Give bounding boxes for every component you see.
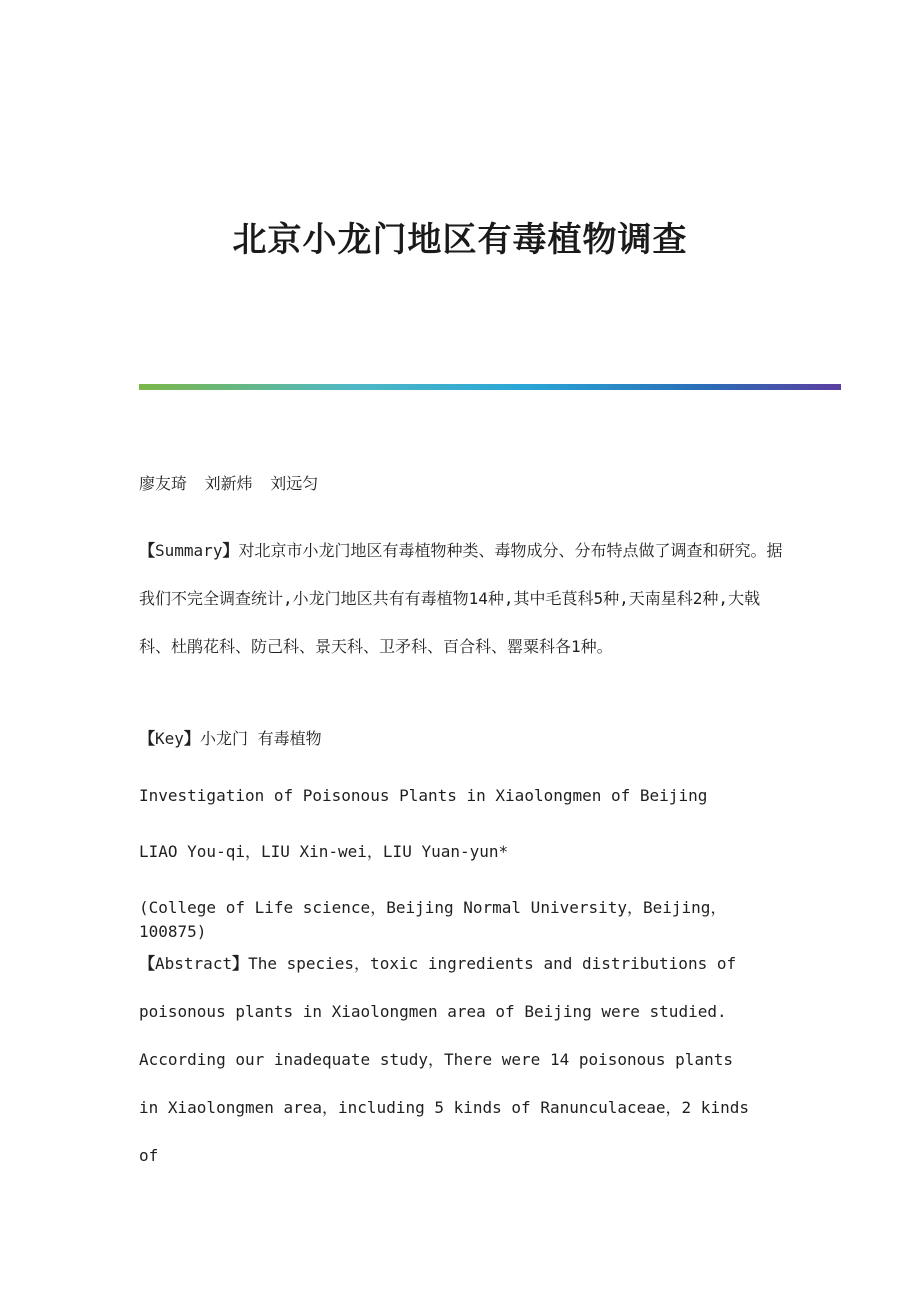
summary-paragraph: [139, 527, 784, 671]
abstract-label-open: 【: [139, 954, 156, 973]
key-label-open: 【: [139, 729, 156, 748]
summary-label-close: 】: [222, 541, 239, 560]
abstract-label: Abstract: [155, 954, 233, 973]
authors-cn: 廖友琦 刘新炜 刘远匀: [139, 474, 319, 493]
paper-title: 北京小龙门地区有毒植物调查: [232, 220, 688, 260]
english-title: Investigation of Poisonous Plants in Xiaolongmen of Beijing: [139, 786, 708, 805]
gradient-divider: [139, 384, 841, 390]
summary-text: 对北京市小龙门地区有毒植物种类、毒物成分、分布特点做了调查和研究。据我们不完全调查统计,小龙门地区共有有毒植物14种,其中毛茛科5种,天南星科2种,大戟科、杜鹃花科、防己科、景天科、卫矛科、百合科、罂粟科各1种。: [139, 541, 783, 656]
abstract-text: The species，toxic ingredients and distributions of poisonous plants in Xiaolongmen area of Beijing were studied. According our inadequate study，There were 14 poisonous plants in Xiaolongmen area，including 5 kinds of Ranunculaceae，2 kinds of: [139, 954, 749, 1165]
keywords-line: [139, 727, 789, 751]
summary-label: Summary: [155, 541, 223, 560]
summary-label-open: 【: [139, 541, 156, 560]
abstract-label-close: 】: [232, 954, 249, 973]
affiliation: (College of Life science，Beijing Normal University，Beijing，100875): [139, 898, 727, 941]
key-label-close: 】: [183, 729, 200, 748]
abstract-paragraph: [139, 940, 759, 1180]
key-label: Key: [155, 729, 184, 748]
authors-en: LIAO You-qi，LIU Xin-wei，LIU Yuan-yun*: [139, 842, 509, 861]
key-text: 小龙门 有毒植物: [199, 729, 322, 748]
